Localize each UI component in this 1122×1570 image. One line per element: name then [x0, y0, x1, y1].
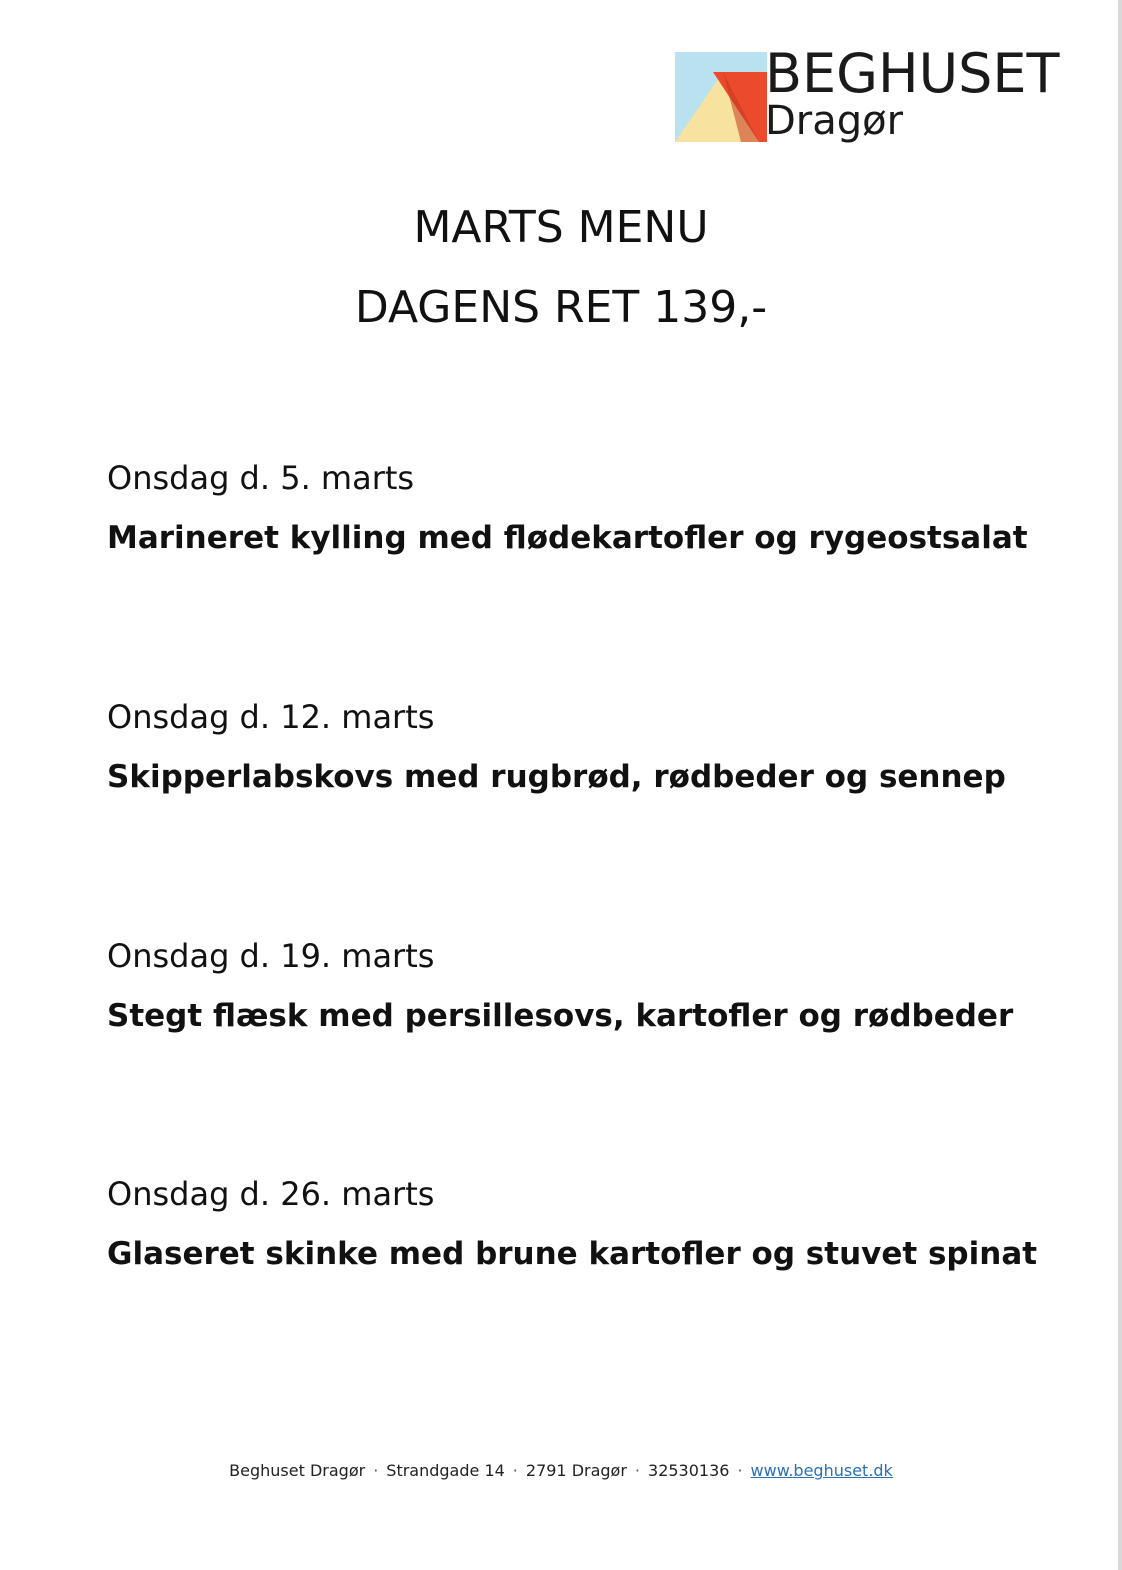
footer-separator: ·: [373, 1461, 379, 1480]
menu-dish: Glaseret skinke med brune kartofler og stuvet spinat: [107, 1236, 1038, 1272]
menu-date: Onsdag d. 26. marts: [107, 1175, 435, 1213]
menu-dish: Stegt flæsk med persillesovs, kartofler og rødbeder: [107, 998, 1014, 1034]
logo-mark-icon: [675, 52, 767, 142]
menu-dish: Skipperlabskovs med rugbrød, rødbeder og sennep: [107, 759, 1006, 795]
logo-town: Dragør: [765, 98, 904, 144]
footer-separator: ·: [512, 1461, 518, 1480]
footer-separator: ·: [737, 1461, 743, 1480]
footer-website-link[interactable]: www.beghuset.dk: [750, 1461, 893, 1480]
menu-date: Onsdag d. 12. marts: [107, 698, 435, 736]
menu-date: Onsdag d. 5. marts: [107, 459, 415, 497]
page-subtitle: DAGENS RET 139,-: [354, 282, 768, 333]
footer: [0, 1459, 1122, 1483]
footer-city: 2791 Dragør: [525, 1461, 627, 1480]
menu-dish: Marineret kylling med flødekartofler og rygeostsalat: [107, 520, 1028, 556]
logo: [675, 42, 1085, 144]
logo-name: BEGHUSET: [765, 42, 1060, 105]
footer-phone: 32530136: [648, 1461, 730, 1480]
footer-address: Strandgade 14: [386, 1461, 505, 1480]
footer-separator: ·: [634, 1461, 641, 1480]
page-title: MARTS MENU: [413, 202, 709, 253]
footer-name: Beghuset Dragør: [229, 1461, 366, 1480]
menu-date: Onsdag d. 19. marts: [107, 937, 435, 975]
